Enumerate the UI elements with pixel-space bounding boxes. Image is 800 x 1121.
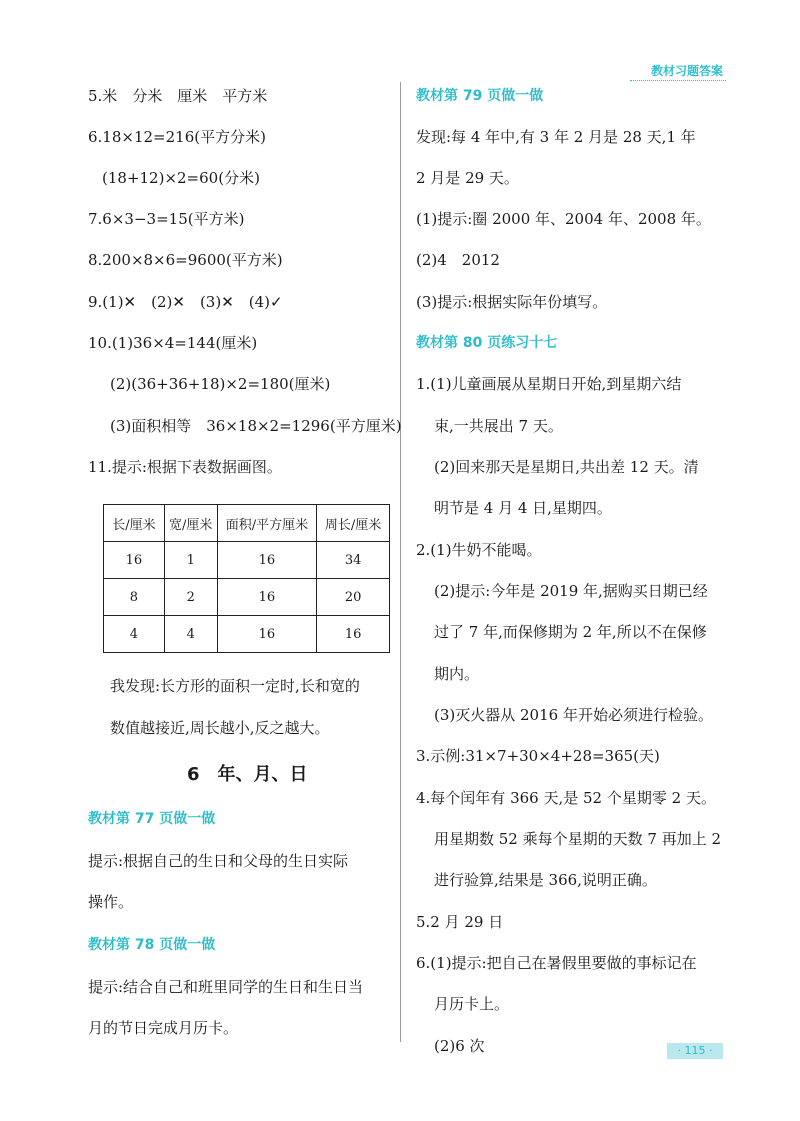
table-header-cell: 面积/平方厘米: [217, 505, 317, 542]
q2-line4: 期内。: [434, 665, 480, 683]
table-header-cell: 长/厘米: [104, 505, 165, 542]
heading-page-80: 教材第 80 页练习十七: [416, 335, 558, 351]
hint-77-line2: 操作。: [88, 893, 134, 911]
heading-page-78: 教材第 78 页做一做: [88, 937, 216, 953]
answer-79-2: (2)4 2012: [416, 251, 500, 269]
table-cell: 16: [217, 616, 317, 653]
table-header-row: [104, 505, 390, 542]
q3: 3.示例:31×7+30×4+28=365(天): [416, 747, 660, 765]
finding-79-line1: 发现:每 4 年中,有 3 年 2 月是 28 天,1 年: [416, 128, 696, 146]
hint-77-line1: 提示:根据自己的生日和父母的生日实际: [88, 852, 349, 870]
q2-line3: 过了 7 年,而保修期为 2 年,所以不在保修: [434, 623, 707, 641]
rectangle-data-table: [103, 504, 390, 653]
table-cell: 16: [104, 542, 165, 579]
q4-line1: 4.每个闰年有 366 天,是 52 个星期零 2 天。: [416, 789, 716, 807]
answer-10-part3: (3)面积相等 36×18×2=1296(平方厘米): [110, 417, 402, 435]
q4-line2: 用星期数 52 乘每个星期的天数 7 再加上 2: [434, 830, 722, 848]
table-cell: 1: [164, 542, 217, 579]
q4-line3: 进行验算,结果是 366,说明正确。: [434, 871, 657, 889]
table-cell: 34: [317, 542, 390, 579]
table-cell: 16: [217, 579, 317, 616]
q1-line2: 束,一共展出 7 天。: [434, 417, 563, 435]
section-title: 6 年、月、日: [187, 764, 308, 785]
hint-78-line2: 月的节日完成月历卡。: [88, 1019, 239, 1037]
table-cell: 2: [164, 579, 217, 616]
answer-8: 8.200×8×6=9600(平方米): [88, 251, 283, 269]
q2-line1: 2.(1)牛奶不能喝。: [416, 541, 542, 559]
answer-10-part1: 10.(1)36×4=144(厘米): [88, 334, 258, 352]
table-cell: 20: [317, 579, 390, 616]
heading-page-77: 教材第 77 页做一做: [88, 811, 216, 827]
table-cell: 8: [104, 579, 165, 616]
q1-line1: 1.(1)儿童画展从星期日开始,到星期六结: [416, 375, 682, 393]
q6-line1: 6.(1)提示:把自己在暑假里要做的事标记在: [416, 954, 697, 972]
table-cell: 16: [217, 542, 317, 579]
answer-6-line1: 6.18×12=216(平方分米): [88, 128, 266, 146]
hint-78-line1: 提示:结合自己和班里同学的生日和生日当: [88, 978, 364, 996]
q6-line2: 月历卡上。: [434, 995, 510, 1013]
table-row: [104, 579, 390, 616]
finding-line1: 我发现:长方形的面积一定时,长和宽的: [110, 677, 360, 695]
table-header-cell: 宽/厘米: [164, 505, 217, 542]
answer-6-line2: (18+12)×2=60(分米): [102, 169, 260, 187]
answer-9: 9.(1)✕ (2)✕ (3)✕ (4)✓: [88, 293, 283, 311]
header-rule: [630, 80, 726, 81]
q1-line4: 明节是 4 月 4 日,星期四。: [434, 499, 612, 517]
answer-11: 11.提示:根据下表数据画图。: [88, 458, 282, 476]
table-cell: 4: [164, 616, 217, 653]
q1-line3: (2)回来那天是星期日,共出差 12 天。清: [434, 458, 699, 476]
q6-line3: (2)6 次: [434, 1037, 485, 1055]
table-row: [104, 542, 390, 579]
table-row: [104, 616, 390, 653]
finding-79-line2: 2 月是 29 天。: [416, 169, 519, 187]
table-header-cell: 周长/厘米: [317, 505, 390, 542]
q2-line5: (3)灭火器从 2016 年开始必须进行检验。: [434, 706, 713, 724]
answer-5: 5.米 分米 厘米 平方米: [88, 87, 268, 105]
finding-line2: 数值越接近,周长越小,反之越大。: [110, 719, 330, 737]
answer-10-part2: (2)(36+36+18)×2=180(厘米): [110, 375, 331, 393]
table-cell: 16: [317, 616, 390, 653]
table-cell: 4: [104, 616, 165, 653]
running-header: 教材习题答案: [650, 64, 723, 78]
answer-7: 7.6×3−3=15(平方米): [88, 210, 245, 228]
answer-79-3: (3)提示:根据实际年份填写。: [416, 293, 608, 311]
heading-page-79: 教材第 79 页做一做: [416, 88, 544, 104]
q2-line2: (2)提示:今年是 2019 年,据购买日期已经: [434, 582, 708, 600]
q5: 5.2 月 29 日: [416, 913, 504, 931]
column-divider: [400, 82, 401, 1042]
page-number: · 115 ·: [667, 1043, 723, 1059]
answer-79-1: (1)提示:圈 2000 年、2004 年、2008 年。: [416, 210, 711, 228]
